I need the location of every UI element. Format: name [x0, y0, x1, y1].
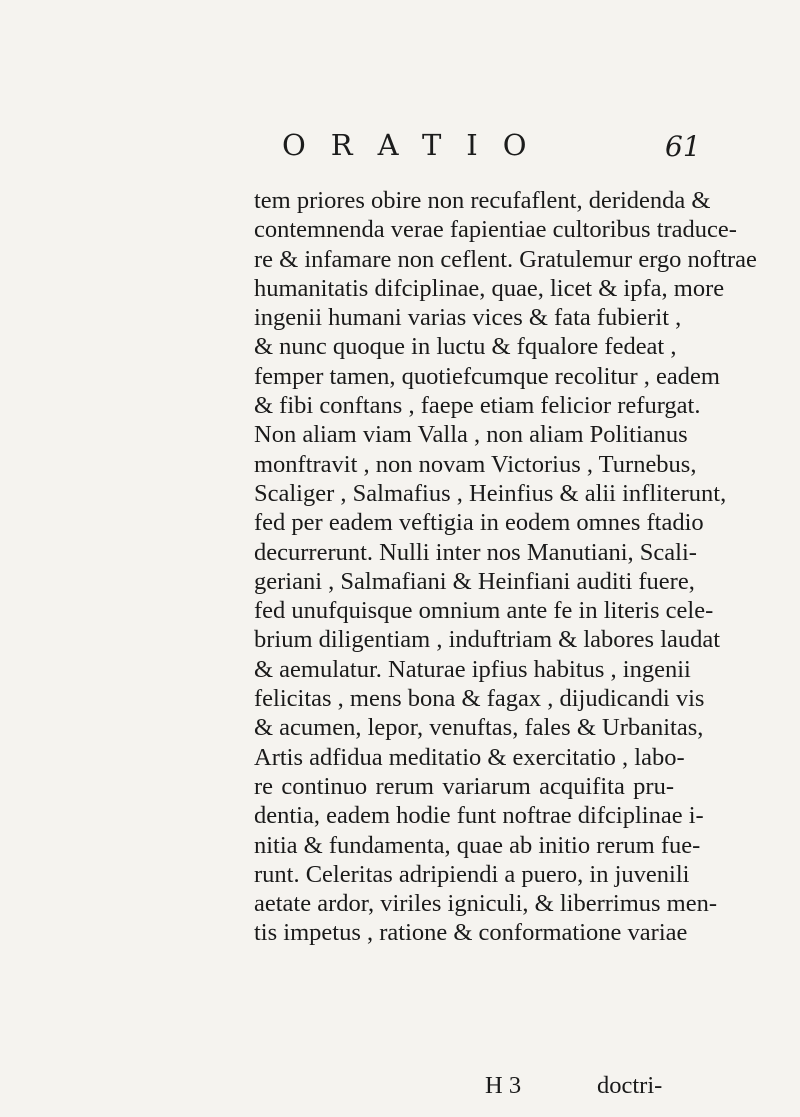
- text-line: & aemulatur. Naturae ipfius habitus , ingenii: [254, 655, 691, 683]
- text-line: fed per eadem veftigia in eodem omnes ftadio: [254, 509, 704, 537]
- text-line: geriani , Salmafiani & Heinfiani auditi fuere,: [254, 567, 695, 595]
- text-line: & nunc quoque in luctu & fqualore fedeat ,: [254, 333, 677, 361]
- running-head: [0, 128, 800, 168]
- text-line: re continuo rerum variarum acquifita pru-: [254, 772, 674, 800]
- text-line: contemnenda verae fapientiae cultoribus traduce-: [254, 216, 737, 244]
- text-line: aetate ardor, viriles igniculi, & liberrimus men-: [254, 890, 718, 918]
- page-footer: [0, 1072, 800, 1102]
- text-line: monftravit , non novam Victorius , Turnebus,: [254, 450, 697, 478]
- catchword: doctri-: [597, 1072, 663, 1099]
- text-line: brium diligentiam , induftriam & labores laudat: [254, 626, 721, 654]
- text-line: felicitas , mens bona & fagax , dijudicandi vis: [254, 685, 705, 713]
- text-line: fed unufquisque omnium ante fe in literis cele-: [254, 597, 714, 625]
- text-line: decurrerunt. Nulli inter nos Manutiani, Scali-: [254, 538, 697, 566]
- text-line: ingenii humani varias vices & fata fubierit ,: [254, 304, 682, 332]
- text-line: dentia, eadem hodie funt noftrae difciplinae i-: [254, 802, 704, 830]
- text-line: & fibi conftans , faepe etiam felicior refurgat.: [254, 392, 701, 420]
- text-line: humanitatis difciplinae, quae, licet & ipfa, more: [254, 274, 725, 302]
- page-number: 61: [665, 130, 701, 163]
- text-line: & acumen, lepor, venuftas, fales & Urbanitas,: [254, 714, 704, 742]
- running-head-title: ORATIO: [282, 128, 552, 162]
- text-line: tis impetus , ratione & conformatione variae: [254, 919, 688, 947]
- text-line: Non aliam viam Valla , non aliam Politianus: [254, 421, 688, 449]
- text-line: runt. Celeritas adripiendi a puero, in juvenili: [254, 860, 690, 888]
- text-line: re & infamare non ceflent. Gratulemur ergo noftrae: [254, 245, 757, 273]
- text-line: Scaliger , Salmafius , Heinfius & alii infliterunt,: [254, 479, 727, 507]
- text-line: Artis adfidua meditatio & exercitatio , labo-: [254, 743, 685, 771]
- body-text: [254, 186, 757, 948]
- signature-mark: H 3: [485, 1072, 522, 1099]
- text-line: nitia & fundamenta, quae ab initio rerum fue-: [254, 831, 701, 859]
- text-line: tem priores obire non recufaflent, deridenda &: [254, 187, 711, 214]
- text-line: femper tamen, quotiefcumque recolitur , eadem: [254, 362, 720, 390]
